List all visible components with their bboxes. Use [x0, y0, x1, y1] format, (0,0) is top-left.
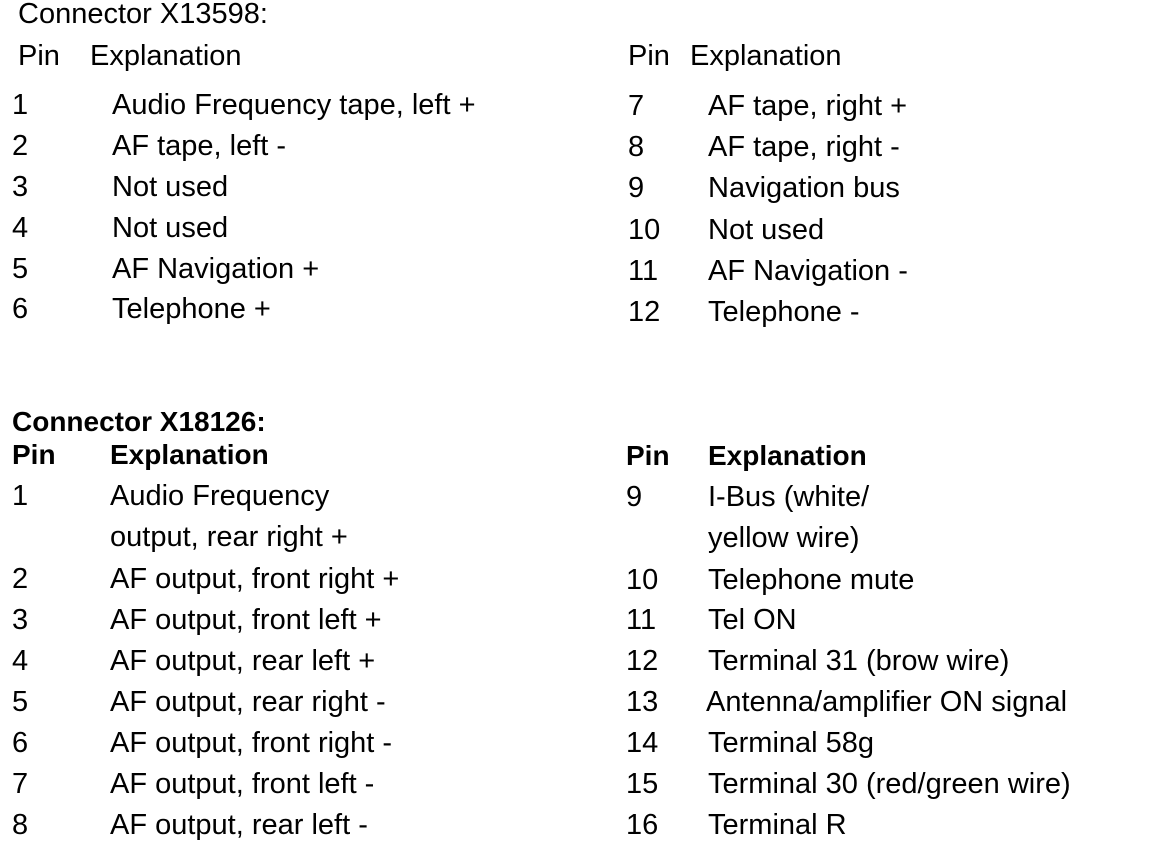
s1-right-pin: 10 [628, 214, 661, 246]
s1-left-pin-header: Pin [18, 40, 60, 72]
s2-left-text: AF output, rear left - [110, 809, 368, 841]
s1-right-text: Telephone - [708, 296, 860, 328]
s1-right-text: Navigation bus [708, 172, 900, 204]
s2-right-pin: 13 [626, 686, 659, 718]
s2-right-text: Tel ON [708, 604, 797, 636]
s1-right-text: AF tape, right - [708, 131, 900, 163]
s1-left-text: Not used [112, 171, 229, 203]
connector-x18126-title: Connector X18126: [12, 406, 266, 437]
s2-left-text: AF output, rear right - [110, 686, 386, 718]
s2-right-pin: 9 [626, 481, 643, 513]
s2-left-text: AF output, rear left + [110, 645, 376, 677]
s2-right-text: Terminal 58g [708, 727, 875, 759]
s1-left-text: AF Navigation + [112, 253, 320, 285]
s1-right-pin: 12 [628, 296, 661, 328]
connector-x13598-title: Connector X13598: [18, 0, 268, 30]
s1-left-pin: 1 [12, 89, 29, 121]
s2-left-text: Audio Frequency [110, 480, 330, 512]
s2-right-pin: 10 [626, 564, 659, 596]
s1-left-pin: 4 [12, 212, 29, 244]
s2-right-pin-header: Pin [626, 440, 670, 471]
s2-left-text: AF output, front left - [110, 768, 375, 800]
s2-left-pin: 4 [12, 645, 29, 677]
s1-right-pin: 8 [628, 131, 645, 163]
s1-right-pin: 9 [628, 172, 645, 204]
s2-right-text: I-Bus (white/ [708, 481, 870, 513]
s1-left-text: Telephone + [112, 293, 271, 325]
s2-right-pin: 15 [626, 768, 659, 800]
s2-left-text: AF output, front left + [110, 604, 382, 636]
s2-right-text-continued: yellow wire) [708, 522, 860, 554]
s2-right-pin: 11 [626, 604, 657, 636]
s2-left-pin: 5 [12, 686, 29, 718]
s2-right-text: Terminal 30 (red/green wire) [708, 768, 1071, 800]
s1-left-pin: 3 [12, 171, 29, 203]
s2-left-pin-header: Pin [12, 439, 56, 470]
s1-left-pin: 2 [12, 130, 29, 162]
s2-left-text: AF output, front right + [110, 563, 400, 595]
s1-right-text: AF Navigation - [708, 255, 908, 287]
s1-left-text: Not used [112, 212, 229, 244]
s2-right-pin: 14 [626, 727, 659, 759]
s1-left-pin: 6 [12, 293, 29, 325]
s2-right-pin: 16 [626, 809, 659, 841]
s1-right-explanation-header: Explanation [690, 40, 842, 72]
s2-left-text: AF output, front right - [110, 727, 393, 759]
s1-left-text: Audio Frequency tape, left + [112, 89, 476, 121]
s1-right-pin-header: Pin [628, 40, 670, 72]
s2-right-text: Antenna/amplifier ON signal [706, 686, 1068, 718]
s1-left-text: AF tape, left - [112, 130, 287, 162]
s2-right-explanation-header: Explanation [708, 440, 867, 471]
s2-right-text: Terminal R [708, 809, 847, 841]
s2-left-pin: 8 [12, 809, 29, 841]
s2-left-explanation-header: Explanation [110, 439, 269, 470]
s2-left-text-continued: output, rear right + [110, 521, 348, 553]
s1-right-pin: 11 [628, 255, 659, 287]
s2-right-text: Telephone mute [708, 564, 915, 596]
s2-right-text: Terminal 31 (brow wire) [708, 645, 1010, 677]
s2-left-pin: 1 [12, 480, 29, 512]
s1-left-pin: 5 [12, 253, 29, 285]
s2-left-pin: 6 [12, 727, 29, 759]
s2-left-pin: 2 [12, 563, 29, 595]
s2-left-pin: 3 [12, 604, 29, 636]
s1-right-text: Not used [708, 214, 825, 246]
s1-right-text: AF tape, right + [708, 90, 908, 122]
s1-left-explanation-header: Explanation [90, 40, 242, 72]
s2-right-pin: 12 [626, 645, 659, 677]
s2-left-pin: 7 [12, 768, 29, 800]
s1-right-pin: 7 [628, 90, 645, 122]
